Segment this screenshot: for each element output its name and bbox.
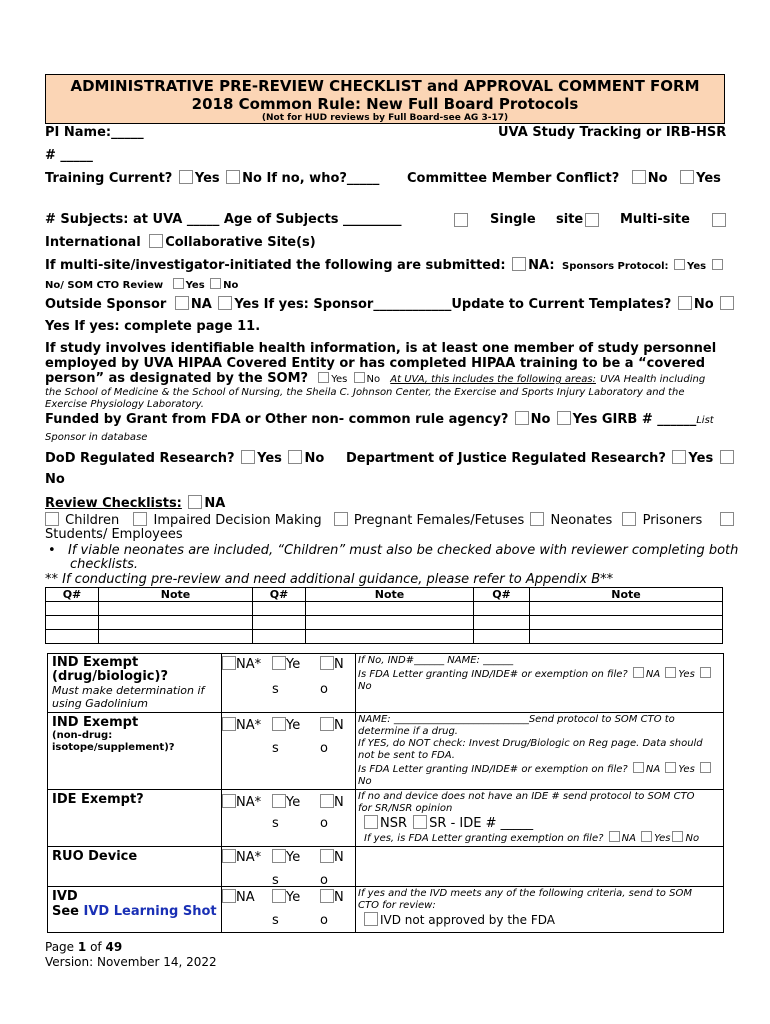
notes-cell[interactable]: [253, 630, 306, 644]
ide-letter-yes: Yes: [654, 833, 671, 844]
notes-cell[interactable]: [46, 602, 99, 616]
som-cto-yes-label: Yes: [185, 280, 205, 291]
children-checkbox[interactable]: [45, 512, 59, 526]
ind-drug-n: N: [334, 657, 344, 672]
ind-drug-letter-no-checkbox[interactable]: [700, 667, 711, 678]
device-row-ind-exempt-drug: [48, 654, 724, 713]
ide-info-2: for SR/NSR opinion: [358, 803, 453, 814]
notes-row: [46, 616, 723, 630]
ruo-s: s: [272, 873, 279, 888]
notes-header-q3: Q#: [474, 588, 530, 602]
ind-drug-s: s: [272, 682, 279, 697]
notes-cell[interactable]: [474, 630, 530, 644]
ruo-yes-checkbox[interactable]: [272, 849, 286, 863]
dod-no-label: No: [304, 451, 325, 466]
device-info-cell: [356, 887, 724, 933]
ind-nondrug-n: N: [334, 718, 344, 733]
ide-letter-yes-checkbox[interactable]: [641, 831, 652, 842]
list-label: List: [696, 415, 714, 426]
ide-sr-row: [358, 815, 721, 831]
hipaa-yes-label: Yes: [331, 374, 348, 385]
templates-yes-checkbox[interactable]: [720, 296, 734, 310]
subjects-label: # Subjects: at UVA _____ Age of Subjects _________: [45, 212, 402, 227]
device-row-ide-exempt: [48, 790, 724, 847]
ind-nondrug-info-3: If YES, do NOT check: Invest Drug/Biologic on Reg page. Data should: [358, 738, 703, 749]
ide-ye: Ye: [286, 795, 301, 810]
device-row-ind-exempt-nondrug: [48, 713, 724, 790]
ruo-no-checkbox[interactable]: [320, 849, 334, 863]
ruo-label: RUO Device: [52, 849, 138, 864]
girb-label: Yes GIRB # ______: [572, 412, 697, 427]
children-label: Children: [65, 513, 120, 528]
ivd-yes-checkbox[interactable]: [272, 889, 286, 903]
dod-no-checkbox[interactable]: [288, 450, 302, 464]
hipaa-line-1: If study involves identifiable health information, is at least one member of study personnel: [45, 341, 717, 356]
notes-header-q2: Q#: [253, 588, 306, 602]
bullet-line-2: checklists.: [70, 557, 139, 572]
ivd-n: N: [334, 890, 344, 905]
ind-nondrug-info-4: not be sent to FDA.: [358, 750, 455, 761]
ivd-criteria-row: [358, 912, 721, 926]
notes-cell[interactable]: [99, 630, 253, 644]
notes-cell[interactable]: [253, 616, 306, 630]
page-current: 1: [77, 940, 87, 954]
international-row: [45, 234, 316, 250]
ind-drug-ye: Ye: [286, 657, 301, 672]
committee-label: Committee Member Conflict?: [407, 171, 620, 186]
committee-no-checkbox[interactable]: [632, 170, 646, 184]
multi-submitted-row: [45, 257, 555, 273]
ind-nondrug-yes-option: [272, 717, 300, 733]
notes-header-row: [46, 588, 723, 602]
ide-letter-no: No: [685, 833, 700, 844]
ide-o: o: [320, 816, 328, 831]
hipaa-line-3: [45, 371, 705, 386]
notes-cell[interactable]: [46, 616, 99, 630]
ind-nondrug-info-6: No: [358, 776, 372, 787]
ind-drug-letter-na: NA: [645, 669, 661, 680]
committee-no-label: No: [647, 171, 668, 186]
training-no-checkbox[interactable]: [226, 170, 240, 184]
som-cto-row: [45, 278, 238, 291]
ide-s: s: [272, 816, 279, 831]
ind-nondrug-info-5: Is FDA Letter granting IND/IDE# or exemption on file?: [358, 764, 628, 775]
at-uva-text: At UVA, this includes the following areas:: [390, 374, 596, 385]
ind-exempt-drug-label: IND Exempt (drug/biologic)?: [52, 655, 168, 684]
ind-exempt-nondrug-label: IND Exempt: [52, 715, 139, 730]
notes-cell[interactable]: [530, 630, 723, 644]
ide-info-5-row: [358, 831, 721, 845]
pi-name-label: PI Name:_____: [45, 125, 144, 140]
multi-submitted-label: If multi-site/investigator-initiated the following are submitted:: [45, 258, 506, 273]
ruo-no-option: [320, 849, 344, 865]
dod-yes-label: Yes: [257, 451, 282, 466]
ind-nondrug-na-option: [222, 717, 261, 733]
ide-no-option: [320, 794, 344, 810]
ide-n: N: [334, 795, 344, 810]
templates-no-checkbox[interactable]: [678, 296, 692, 310]
ind-nondrug-na-checkbox[interactable]: [222, 717, 236, 731]
ide-exempt-label: IDE Exempt?: [52, 792, 144, 807]
device-label-cell: [48, 654, 222, 713]
bullet-line-1: If viable neonates are included, “Children” must also be checked above with reviewer completing both: [68, 543, 739, 558]
neonates-label: Neonates: [550, 513, 613, 528]
ivd-na-option: [222, 889, 255, 905]
hipaa-line-2: employed by UVA HIPAA Covered Entity or has completed HIPAA training to be a “covered: [45, 356, 706, 371]
training-yes-checkbox[interactable]: [179, 170, 193, 184]
ruo-na-option: [222, 849, 261, 865]
notes-cell[interactable]: [306, 616, 474, 630]
outside-sponsor-yes-label: Yes If yes: Sponsor____________Update to Current Templates?: [234, 297, 672, 312]
device-label-cell: [48, 790, 222, 847]
ruo-na-checkbox[interactable]: [222, 849, 236, 863]
device-label-cell: [48, 847, 222, 887]
ivd-na-checkbox[interactable]: [222, 889, 236, 903]
hipaa-yes-checkbox[interactable]: [318, 372, 329, 383]
device-options-cell: [222, 790, 356, 847]
nsr-checkbox[interactable]: [364, 815, 378, 829]
doj-row: [346, 450, 736, 466]
notes-cell[interactable]: [530, 602, 723, 616]
sponsors-yes-label: Yes: [687, 261, 707, 272]
device-options-cell: [222, 654, 356, 713]
ind-nondrug-yes-checkbox[interactable]: [272, 717, 286, 731]
funded-label: Funded by Grant from FDA or Other non- common rule agency?: [45, 412, 509, 427]
ide-yes-checkbox[interactable]: [272, 794, 286, 808]
device-info-cell: [356, 713, 724, 790]
sr-checkbox[interactable]: [413, 815, 427, 829]
form-note: (Not for HUD reviews by Full Board-see AG 3-17): [261, 113, 509, 123]
ind-drug-letter-yes: Yes: [678, 669, 695, 680]
uva-health-text: UVA Health including: [600, 374, 706, 385]
dod-label: DoD Regulated Research?: [45, 451, 235, 466]
notes-row: [46, 630, 723, 644]
ivd-no-option: [320, 889, 344, 905]
outside-sponsor-yes-checkbox[interactable]: [218, 296, 232, 310]
ide-yes-option: [272, 794, 300, 810]
doj-no-label: No: [45, 472, 65, 487]
notes-cell[interactable]: [306, 630, 474, 644]
multi-site-checkbox[interactable]: [585, 213, 599, 227]
training-no-label: No If no, who?_____: [242, 171, 380, 186]
sponsors-protocol-row: [562, 259, 725, 272]
ind-nondrug-no-option: [320, 717, 344, 733]
hipaa-no-checkbox[interactable]: [354, 372, 365, 383]
dod-row: [45, 450, 324, 466]
ide-no-checkbox[interactable]: [320, 794, 334, 808]
page-label: Page: [45, 940, 75, 954]
impaired-checkbox[interactable]: [133, 512, 147, 526]
ind-drug-yes-option: [272, 656, 300, 672]
training-row: [45, 170, 379, 186]
review-na-label: NA: [204, 496, 226, 511]
ind-nondrug-info-1: NAME: ___________________________Send protocol to SOM CTO to: [358, 714, 675, 725]
ivd-not-approved-checkbox[interactable]: [364, 912, 378, 926]
hipaa-line-4: the School of Medicine & the School of Nursing, the Sheila C. Johnson Center, the Exercise and Sports Injury Laboratory and the: [45, 387, 685, 398]
notes-cell[interactable]: [46, 630, 99, 644]
multi-na-checkbox[interactable]: [512, 257, 526, 271]
notes-table: [45, 587, 723, 644]
ind-drug-info-3: No: [358, 681, 372, 692]
training-label: Training Current?: [45, 171, 173, 186]
hipaa-line-5: Exercise Physiology Laboratory.: [45, 399, 204, 410]
review-checklists-label: Review Checklists:: [45, 496, 182, 511]
page-of: of: [90, 940, 102, 954]
bullet-icon: •: [48, 543, 56, 558]
outside-sponsor-na-label: NA: [190, 297, 212, 312]
complete-page-label: Yes If yes: complete page 11.: [45, 319, 261, 334]
ind-drug-yes-checkbox[interactable]: [272, 656, 286, 670]
doj-yes-label: Yes: [688, 451, 714, 466]
ind-nondrug-info-5-row: [358, 762, 721, 776]
notes-cell[interactable]: [530, 616, 723, 630]
collab-checkbox[interactable]: [149, 234, 163, 248]
committee-yes-label: Yes: [696, 171, 721, 186]
notes-header-note1: Note: [99, 588, 253, 602]
ivd-see-row: [52, 904, 217, 919]
sr-label: SR - IDE # _____: [429, 816, 534, 831]
ind-nondrug-letter-yes-checkbox[interactable]: [665, 762, 676, 773]
outside-sponsor-label: Outside Sponsor: [45, 297, 167, 312]
site-label: site: [556, 212, 584, 227]
notes-row: [46, 602, 723, 616]
ruo-yes-option: [272, 849, 300, 865]
notes-cell[interactable]: [99, 616, 253, 630]
multi-site-label: Multi-site: [620, 212, 690, 227]
review-na-checkbox[interactable]: [188, 495, 202, 509]
ind-exempt-nondrug-sub: (non-drug: isotope/supplement)?: [52, 730, 175, 753]
device-info-cell: [356, 847, 724, 887]
hipaa-no-label: No: [366, 374, 381, 385]
single-site-checkbox[interactable]: [454, 213, 468, 227]
tracking-number-label: # _____: [45, 148, 93, 163]
ivd-learning-shot-link[interactable]: IVD Learning Shot: [83, 904, 217, 919]
ide-info-1: If no and device does not have an IDE # send protocol to SOM CTO: [358, 791, 695, 802]
sponsors-yes-checkbox[interactable]: [712, 259, 723, 270]
international-checkbox[interactable]: [712, 213, 726, 227]
ind-drug-o: o: [320, 682, 328, 697]
committee-yes-checkbox[interactable]: [680, 170, 694, 184]
notes-cell[interactable]: [306, 602, 474, 616]
appendix-note: ** If conducting pre-review and need additional guidance, please refer to Appendix B**: [45, 572, 614, 587]
ide-letter-no-checkbox[interactable]: [672, 831, 683, 842]
doj-label: Department of Justice Regulated Research?: [346, 451, 666, 466]
ide-letter-na: NA: [621, 833, 636, 844]
funded-no-checkbox[interactable]: [515, 411, 529, 425]
ivd-s: s: [272, 913, 279, 928]
notes-header-note2: Note: [306, 588, 474, 602]
students-checkbox[interactable]: [720, 512, 734, 526]
neonates-checkbox[interactable]: [530, 512, 544, 526]
funded-no-label: No: [530, 412, 551, 427]
som-cto-label: No/ SOM CTO Review: [45, 280, 164, 291]
committee-row: [407, 170, 721, 186]
outside-sponsor-row: [45, 296, 736, 312]
device-label-cell: [48, 713, 222, 790]
ind-nondrug-na-label: NA*: [236, 718, 262, 733]
funded-yes-checkbox[interactable]: [557, 411, 571, 425]
ivd-label: IVD: [52, 889, 78, 904]
notes-cell[interactable]: [474, 616, 530, 630]
device-options-cell: [222, 713, 356, 790]
device-options-cell: [222, 847, 356, 887]
ivd-yes-option: [272, 889, 300, 905]
notes-cell[interactable]: [99, 602, 253, 616]
ind-nondrug-ye: Ye: [286, 718, 301, 733]
sponsors-protocol-checkbox[interactable]: [674, 259, 685, 270]
training-yes-label: Yes: [194, 171, 220, 186]
ide-na-label: NA*: [236, 795, 262, 810]
ide-na-option: [222, 794, 261, 810]
impaired-label: Impaired Decision Making: [153, 513, 322, 528]
checklist-options-row: [45, 512, 736, 528]
ide-info-5: If yes, is FDA Letter granting exemption on file?: [364, 833, 604, 844]
form-header: [45, 74, 725, 124]
ivd-no-checkbox[interactable]: [320, 889, 334, 903]
ind-exempt-drug-sub: Must make determination if using Gadolinium: [52, 684, 205, 710]
form-title: ADMINISTRATIVE PRE-REVIEW CHECKLIST and APPROVAL COMMENT FORM: [70, 77, 700, 95]
pregnant-checkbox[interactable]: [334, 512, 348, 526]
sponsors-protocol-label: Sponsors Protocol:: [562, 261, 669, 272]
ind-nondrug-no-checkbox[interactable]: [320, 717, 334, 731]
version-label: Version: November 14, 2022: [45, 955, 217, 969]
collab-label: Collaborative Site(s): [165, 235, 316, 250]
nsr-label: NSR: [380, 816, 408, 831]
single-label: Single: [490, 212, 536, 227]
outside-sponsor-na-checkbox[interactable]: [175, 296, 189, 310]
device-info-cell: [356, 790, 724, 847]
review-checklists-row: [45, 495, 225, 511]
ivd-ye: Ye: [286, 890, 301, 905]
students-label: Students/ Employees: [45, 527, 183, 542]
ind-nondrug-o: o: [320, 741, 328, 756]
notes-cell[interactable]: [253, 602, 306, 616]
pregnant-label: Pregnant Females/Fetuses: [353, 513, 525, 528]
ind-drug-no-option: [320, 656, 344, 672]
ruo-ye: Ye: [286, 850, 301, 865]
multi-na-label: NA:: [528, 258, 555, 273]
funded-row: [45, 411, 714, 427]
doj-no-checkbox[interactable]: [720, 450, 734, 464]
ind-drug-letter-na-checkbox[interactable]: [633, 667, 644, 678]
device-row-ivd: [48, 887, 724, 933]
ind-drug-no-checkbox[interactable]: [320, 656, 334, 670]
ind-nondrug-info-2: determine if a drug.: [358, 726, 458, 737]
doj-yes-checkbox[interactable]: [672, 450, 686, 464]
device-options-cell: [222, 887, 356, 933]
device-info-cell: [356, 654, 724, 713]
ruo-na-label: NA*: [236, 850, 262, 865]
ind-drug-na-label: NA*: [236, 657, 262, 672]
som-cto-yes-checkbox[interactable]: [173, 278, 184, 289]
ide-letter-na-checkbox[interactable]: [609, 831, 620, 842]
ind-nondrug-s: s: [272, 741, 279, 756]
ide-na-checkbox[interactable]: [222, 794, 236, 808]
ind-drug-letter-yes-checkbox[interactable]: [665, 667, 676, 678]
ruo-o: o: [320, 873, 328, 888]
notes-cell[interactable]: [474, 602, 530, 616]
prisoners-label: Prisoners: [642, 513, 703, 528]
ivd-o: o: [320, 913, 328, 928]
page-number: [45, 940, 122, 954]
ind-drug-info-2: Is FDA Letter granting IND/IDE# or exemption on file?: [358, 669, 628, 680]
ruo-n: N: [334, 850, 344, 865]
international-label: International: [45, 235, 141, 250]
ind-drug-na-option: [222, 656, 261, 672]
templates-no-label: No: [693, 297, 714, 312]
page-total: 49: [105, 940, 123, 954]
notes-header-q1: Q#: [46, 588, 99, 602]
hipaa-question: person” as designated by the SOM?: [45, 371, 309, 386]
ivd-na-label: NA: [236, 890, 255, 905]
ivd-info-1: If yes and the IVD meets any of the following criteria, send to SOM: [358, 888, 692, 899]
ivd-not-approved-label: IVD not approved by the FDA: [380, 913, 555, 927]
uva-tracking-label: UVA Study Tracking or IRB-HSR: [498, 125, 727, 140]
ind-nondrug-letter-no-checkbox[interactable]: [700, 762, 711, 773]
ind-drug-info-2-row: [358, 667, 721, 681]
device-row-ruo: [48, 847, 724, 887]
dod-yes-checkbox[interactable]: [241, 450, 255, 464]
ind-drug-na-checkbox[interactable]: [222, 656, 236, 670]
prisoners-checkbox[interactable]: [622, 512, 636, 526]
sponsor-db-label: Sponsor in database: [45, 432, 148, 443]
ivd-info-2: CTO for review:: [358, 900, 436, 911]
device-label-cell: [48, 887, 222, 933]
ind-nondrug-letter-na-checkbox[interactable]: [633, 762, 644, 773]
ind-drug-info-1: If No, IND#______ NAME: ______: [358, 655, 514, 666]
som-cto-no-label: No: [223, 280, 239, 291]
ivd-see: See: [52, 904, 79, 919]
ind-nondrug-letter-yes: Yes: [678, 764, 695, 775]
form-subtitle: 2018 Common Rule: New Full Board Protocols: [191, 95, 579, 113]
device-table: [47, 653, 724, 933]
bullet-note: [48, 543, 738, 558]
som-cto-no-checkbox[interactable]: [210, 278, 221, 289]
ind-nondrug-letter-na: NA: [645, 764, 661, 775]
notes-header-note3: Note: [530, 588, 723, 602]
